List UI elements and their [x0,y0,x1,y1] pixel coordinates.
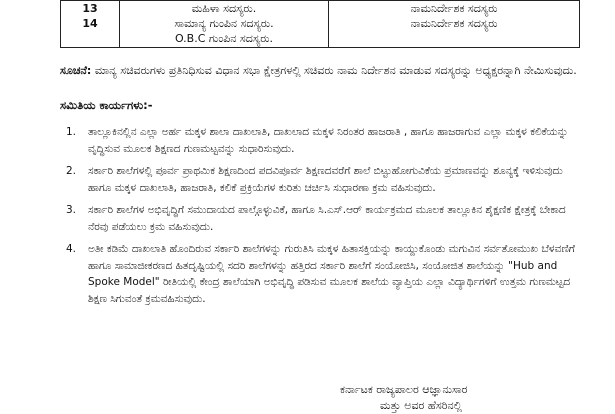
list-item [60,124,580,157]
governor-order-line: ಕರ್ನಾಟಕ ರಾಜ್ಯಪಾಲರ ಆಜ್ಞಾನುಸಾರ [340,383,468,396]
list-item [60,163,580,196]
item-number: 1. [66,126,77,138]
governor-name-line: ಮತ್ತು ಅವರ ಹೆಸರಿನಲ್ಲಿ [380,399,462,412]
item-number: 4. [66,243,77,255]
row-number-cell [61,1,120,48]
note-text: ಮಾನ್ಯ ಸಚಿವರುಗಳು ಪ್ರತಿನಿಧಿಸುವ ವಿಧಾನ ಸಭಾ ಕ್ಷೇತ್ರಗಳಲ್ಲಿ ಸಚಿವರು ನಾಮ ನಿರ್ದೇಶನ ಮಾಡುವ ಸದಸ್ಯರನ್ನು ಅಧ್ಯಕ್ಷರನ್ನಾಗಿ ನೇಮಿಸುವುದು. [94,64,577,77]
item-text: ಸರ್ಕಾರಿ ಶಾಲೆಗಳಲ್ಲಿ ಪೂರ್ವ ಪ್ರಾಥಮಿಕ ಶಿಕ್ಷಣದಿಂದ ಪದವಿಪೂರ್ವ ಶಿಕ್ಷಣದವರೆಗೆ ಶಾಲೆ ಬಿಟ್ಟುಹೋಗುವಿಕೆಯ ಪ್ರಮಾಣವನ್ನು ಶೂನ್ಯಕ್ಕೆ ಇಳಿಸುವುದು ಹಾಗೂ ಮಕ್ಕಳ ದಾಖಲಾತಿ, ಹಾಜರಾತಿ, ಕಲಿಕೆ ಪ್ರಕ್ರಿಯೆಗಳ ಕುರಿತು ಚರ್ಚಿಸಿ ಸುಧಾರಣಾ ಕ್ರಮ ವಹಿಸುವುದು. [88,165,563,194]
item-number: 3. [66,204,77,216]
member-type-cell [329,1,580,48]
item-number: 2. [66,165,77,177]
table-row [61,1,580,48]
member-role-cell [120,1,329,48]
row-number: 13 [82,2,98,15]
row-number: 14 [82,17,98,30]
member-type: ನಾಮನಿರ್ದೇಶಕ ಸದಸ್ಯರು [410,2,498,15]
member-role: ಸಾಮಾನ್ಯ ಗುಂಪಿನ ಸದಸ್ಯರು. [174,17,274,30]
member-role: O.B.C ಗುಂಪಿನ ಸದಸ್ಯರು. [174,32,274,45]
item-text: ಸರ್ಕಾರಿ ಶಾಲೆಗಳ ಅಭಿವೃದ್ಧಿಗೆ ಸಮುದಾಯದ ಪಾಲ್ಗೊಳ್ಳುವಿಕೆ, ಹಾಗೂ ಸಿ.ಎಸ್.ಆರ್ ಕಾರ್ಯಕ್ರಮದ ಮೂಲಕ ತಾಲ್ಲೂಕಿನ ಶೈಕ್ಷಣಿಕ ಕ್ಷೇತ್ರಕ್ಕೆ ಬೇಕಾದ ನೆರವು ಪಡೆಯಲು ಕ್ರಮ ವಹಿಸುವುದು. [88,204,566,233]
note-paragraph [60,62,580,79]
members-table [60,0,580,48]
note-label: ಸೂಚನೆ: [60,64,92,77]
section-title: ಸಮಿತಿಯ ಕಾರ್ಯಗಳು:- [60,98,153,112]
list-item [60,241,580,307]
member-type: ನಾಮನಿರ್ದೇಶಕ ಸದಸ್ಯರು [410,17,498,30]
list-item [60,202,580,235]
item-text: ತಾಲ್ಲೂಕಿನಲ್ಲಿನ ಎಲ್ಲಾ ಅರ್ಹ ಮಕ್ಕಳ ಶಾಲಾ ದಾಖಲಾತಿ, ದಾಖಲಾದ ಮಕ್ಕಳ ನಿರಂತರ ಹಾಜರಾತಿ , ಹಾಗೂ ಹಾಜರಾಗುವ ಎಲ್ಲಾ ಮಕ್ಕಳ ಕಲಿಕೆಯನ್ನು ವೃದ್ಧಿಸುವ ಮೂಲಕ ಶಿಕ್ಷಣದ ಗುಣಮಟ್ಟವನ್ನು ಸುಧಾರಿಸುವುದು. [88,126,569,155]
functions-list [60,124,580,313]
item-text: ಅತೀ ಕಡಿಮೆ ದಾಖಲಾತಿ ಹೊಂದಿರುವ ಸರ್ಕಾರಿ ಶಾಲೆಗಳನ್ನು ಗುರುತಿಸಿ ಮಕ್ಕಳ ಹಿತಾಸಕ್ತಿಯನ್ನು ಕಾಯ್ದುಕೊಂಡು ಮಗುವಿನ ಸರ್ವತೋಮುಖ ಬೆಳವಣಿಗೆ ಹಾಗೂ ಸಾಮಾಜೀಕರಣದ ಹಿತದೃಷ್ಟಿಯಲ್ಲಿ ಸದರಿ ಶಾಲೆಗಳನ್ನು ಹತ್ತಿರದ ಸರ್ಕಾರಿ ಶಾಲೆಗೆ ಸಂಯೋಜಿಸಿ, ಸಂಯೋಜಿತ ಶಾಲೆಯನ್ನು "Hub and Spoke Model" ರೀತಿಯಲ್ಲಿ ಕೇಂದ್ರ ಶಾಲೆಯಾಗಿ ಅಭಿವೃದ್ಧಿ ಪಡಿಸುವ ಮೂಲಕ ಶಾಲೆಯ ವ್ಯಾಪ್ತಿಯ ಎಲ್ಲಾ ವಿದ್ಯಾರ್ಥಿಗಳಿಗೆ ಉತ್ತಮ ಗುಣಮಟ್ಟದ ಶಿಕ್ಷಣ ಸಿಗುವಂತೆ ಕ್ರಮವಹಿಸುವುದು. [88,243,575,305]
member-role: ಮಹಿಳಾ ಸದಸ್ಯರು. [191,2,257,15]
